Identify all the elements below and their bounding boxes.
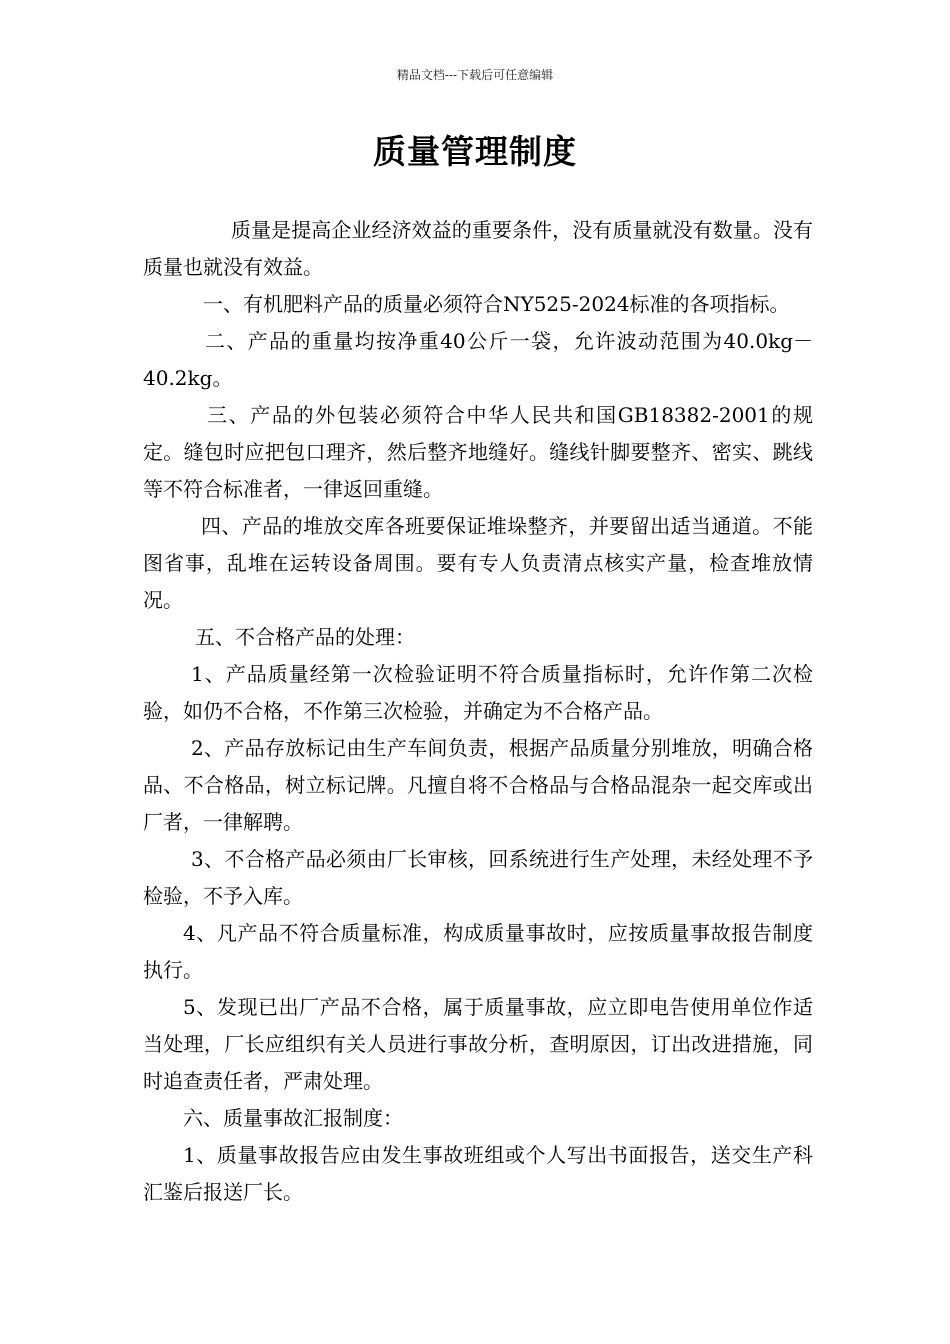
clause-2-paragraph: 二、产品的重量均按净重40公斤一袋，允许波动范围为40.0kg－40.2kg。 [143, 329, 813, 390]
document-title: 质量管理制度 [373, 132, 577, 171]
clause-6-item-1: 1、质量事故报告应由发生事故班组或个人写出书面报告，送交生产科汇鉴后报送厂长。 [143, 1143, 813, 1204]
clause-6-heading: 六、质量事故汇报制度： [183, 1106, 403, 1130]
clause-5-item-4: 4、凡产品不符合质量标准，构成质量事故时，应按质量事故报告制度执行。 [143, 921, 813, 982]
clause-5-item-1: 1、产品质量经第一次检验证明不符合质量指标时，允许作第二次检验，如仍不合格，不作第三次检验，并确定为不合格产品。 [143, 662, 813, 723]
clause-5-item-2: 2、产品存放标记由生产车间负责，根据产品质量分别堆放，明确合格品、不合格品，树立标记牌。凡擅自将不合格品与合格品混杂一起交库或出厂者，一律解聘。 [143, 736, 813, 834]
clause-5-heading: 五、不合格产品的处理： [195, 625, 415, 649]
clause-3-paragraph: 三、产品的外包装必须符合中华人民共和国GB18382-2001的规定。缝包时应把包口理齐，然后整齐地缝好。缝线针脚要整齐、密实、跳线等不符合标准者，一律返回重缝。 [143, 403, 813, 501]
clause-1-paragraph: 一、有机肥料产品的质量必须符合NY525-2024标准的各项指标。 [203, 292, 790, 316]
intro-paragraph: 质量是提高企业经济效益的重要条件，没有质量就没有数量。没有质量也就没有效益。 [143, 218, 813, 279]
clause-4-paragraph: 四、产品的堆放交库各班要保证堆垛整齐，并要留出适当通道。不能图省事，乱堆在运转设备周围。要有专人负责清点核实产量，检查堆放情况。 [143, 514, 813, 612]
header-note: 精品文档---下载后可任意编辑 [396, 68, 554, 82]
clause-5-item-5: 5、发现已出厂产品不合格，属于质量事故，应立即电告使用单位作适当处理，厂长应组织有关人员进行事故分析，查明原因，订出改进措施，同时追查责任者，严肃处理。 [143, 995, 813, 1093]
clause-5-item-3: 3、不合格产品必须由厂长审核，回系统进行生产处理，未经处理不予检验，不予入库。 [143, 847, 813, 908]
document-body [143, 212, 813, 1211]
